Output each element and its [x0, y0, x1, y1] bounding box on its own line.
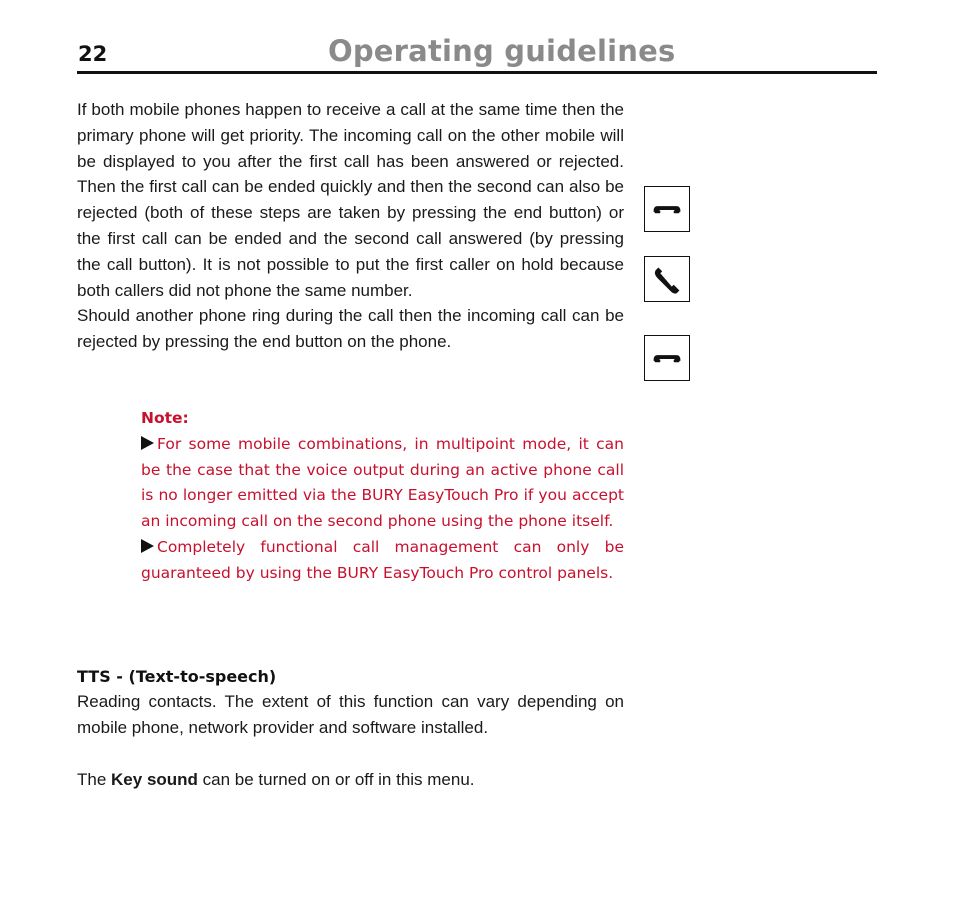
bullet-arrow-icon	[141, 436, 154, 450]
bullet-arrow-icon	[141, 539, 154, 553]
call-icon	[644, 256, 690, 302]
end-call-icon	[644, 186, 690, 232]
end-call-icon	[644, 335, 690, 381]
intro-paragraph-1: If both mobile phones happen to receive a call at the same time then the primary phone will get priority. The incoming call on the other mobile will be displayed to you after the first call has been answered or rejected. Then the first call can be ended quickly and then the second can also be rejected (both of these steps are taken by pressing the end button) or the first call can be ended and the second call answered (by pressing the call button). It is not possible to put the first caller on hold because both callers did not phone the same number.	[77, 100, 624, 300]
note-item-2-text: Completely functional call management can only be guaranteed by using the BURY EasyTouch Pro control panels.	[141, 537, 624, 582]
intro-paragraph-2: Should another phone ring during the call then the incoming call can be rejected by pressing the end button on the phone.	[77, 306, 624, 352]
key-sound-bold: Key sound	[111, 770, 198, 789]
note-item-1-text: For some mobile combinations, in multipoint mode, it can be the case that the voice output during an active phone call is no longer emitted via the BURY EasyTouch Pro if you accept an incoming call on the second phone using the phone itself.	[141, 434, 624, 531]
key-sound-prefix: The	[77, 770, 112, 789]
key-sound-suffix: can be turned on or off in this menu.	[197, 770, 475, 789]
tts-body: Reading contacts. The extent of this function can vary depending on mobile phone, network provider and software installed.	[77, 692, 624, 737]
intro-section	[77, 97, 624, 355]
page-number: 22	[78, 42, 108, 66]
end-call-icon-graphic	[645, 187, 689, 231]
note-item-1	[141, 432, 624, 535]
header-rule	[77, 71, 877, 74]
key-sound-line	[77, 767, 624, 793]
call-icon-graphic	[645, 257, 689, 301]
note-box	[141, 406, 624, 587]
page-title: Operating guidelines	[328, 34, 676, 68]
note-item-2	[141, 535, 624, 587]
end-call-icon-graphic	[645, 336, 689, 380]
tts-heading: TTS - (Text-to-speech)	[77, 667, 277, 686]
note-title: Note:	[141, 409, 189, 427]
